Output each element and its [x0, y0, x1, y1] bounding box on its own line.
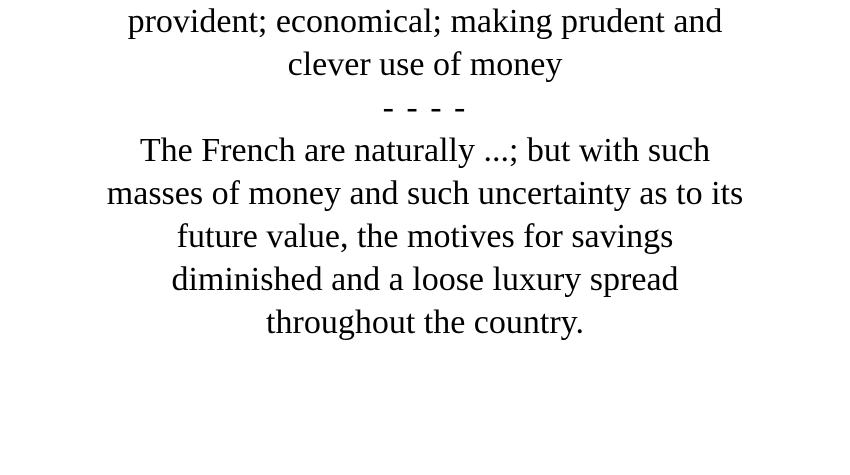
separator: - - - -	[382, 89, 468, 126]
definition-line: clever use of money	[287, 46, 563, 83]
definition-line: provident; economical; making prudent and	[127, 3, 723, 40]
example-line: diminished and a loose luxury spread	[171, 261, 679, 298]
example-line: masses of money and such uncertainty as to its	[106, 175, 744, 212]
example-line: throughout the country.	[266, 304, 584, 341]
example-sentence	[20, 129, 830, 344]
definition-text	[20, 0, 830, 86]
example-line: future value, the motives for savings	[176, 218, 674, 255]
example-line: The French are naturally ...; but with such	[139, 132, 711, 169]
